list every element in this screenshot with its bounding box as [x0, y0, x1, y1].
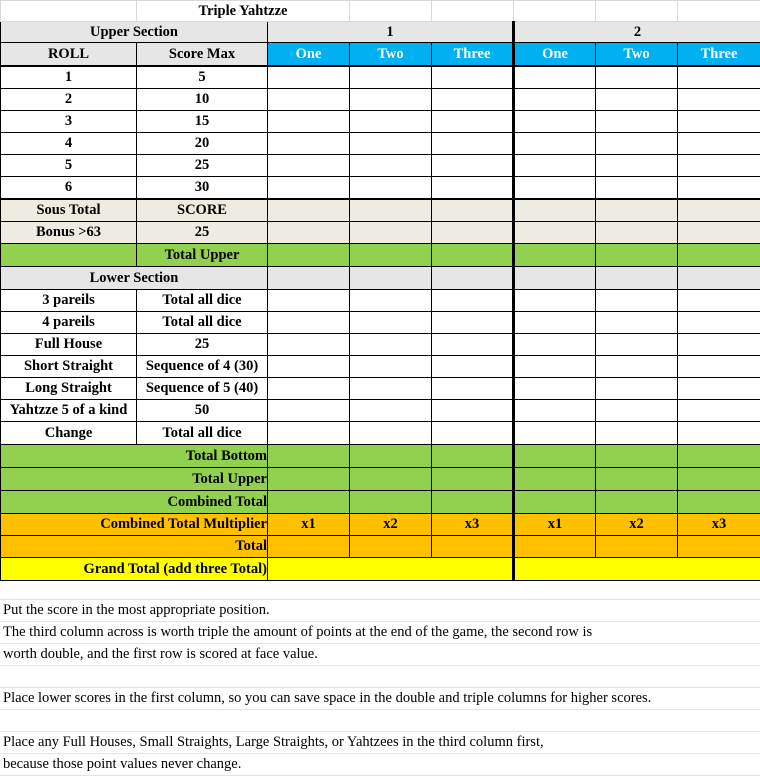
score-cell[interactable] — [268, 133, 350, 155]
total-bottom-cell[interactable] — [268, 445, 350, 468]
score-cell[interactable] — [596, 356, 678, 378]
total-cell[interactable] — [514, 536, 596, 558]
multiplier-x1: x1 — [514, 514, 596, 536]
score-cell[interactable] — [596, 66, 678, 89]
score-cell[interactable] — [514, 422, 596, 445]
score-max-value: 10 — [137, 89, 268, 111]
note-line: Place lower scores in the first column, so you can save space in the double and triple columns for higher scores. — [0, 688, 760, 710]
score-cell[interactable] — [268, 290, 350, 312]
roll-column-header: ROLL — [1, 43, 137, 67]
lower-row-value: Total all dice — [137, 312, 268, 334]
column-header-one: One — [268, 43, 350, 67]
score-max-value: 5 — [137, 66, 268, 89]
sous-total-cell[interactable] — [678, 199, 760, 222]
score-cell[interactable] — [678, 422, 760, 445]
total-cell[interactable] — [350, 536, 432, 558]
score-cell[interactable] — [514, 334, 596, 356]
lower-row-value: Sequence of 4 (30) — [137, 356, 268, 378]
score-cell[interactable] — [678, 312, 760, 334]
score-cell[interactable] — [432, 133, 514, 155]
column-header-two: Two — [350, 43, 432, 67]
note-line — [0, 666, 760, 688]
total-bottom-cell[interactable] — [350, 445, 432, 468]
score-cell[interactable] — [678, 334, 760, 356]
score-cell[interactable] — [678, 155, 760, 177]
sous-total-cell[interactable] — [350, 199, 432, 222]
lower-row-label: 3 pareils — [1, 290, 137, 312]
total-upper-cell[interactable] — [268, 244, 350, 267]
section-cell[interactable] — [514, 267, 596, 290]
score-cell[interactable] — [514, 66, 596, 89]
combined-total-cell[interactable] — [432, 491, 514, 514]
score-cell[interactable] — [432, 290, 514, 312]
note-line: because those point values never change. — [0, 754, 760, 776]
total-upper-cell[interactable] — [514, 468, 596, 491]
column-header-three: Three — [432, 43, 514, 67]
score-cell[interactable] — [350, 312, 432, 334]
empty-cell[interactable] — [678, 1, 760, 22]
bonus-cell[interactable] — [350, 222, 432, 244]
total-bottom-label: Total Bottom — [1, 445, 268, 468]
column-header-one: One — [514, 43, 596, 67]
section-cell[interactable] — [678, 267, 760, 290]
empty-cell[interactable] — [350, 1, 432, 22]
score-cell[interactable] — [514, 177, 596, 200]
combined-total-cell[interactable] — [268, 491, 350, 514]
score-cell[interactable] — [596, 155, 678, 177]
multiplier-x3: x3 — [432, 514, 514, 536]
combined-total-cell[interactable] — [514, 491, 596, 514]
bonus-value: 25 — [137, 222, 268, 244]
score-cell[interactable] — [268, 378, 350, 400]
total-upper-cell[interactable] — [350, 244, 432, 267]
note-line: Place any Full Houses, Small Straights, Large Straights, or Yahtzees in the third column first, — [0, 732, 760, 754]
score-max-value: 25 — [137, 155, 268, 177]
total-cell[interactable] — [596, 536, 678, 558]
total-bottom-cell[interactable] — [432, 445, 514, 468]
sous-total-cell[interactable] — [596, 199, 678, 222]
score-cell[interactable] — [432, 400, 514, 422]
lower-section-header: Lower Section — [1, 267, 268, 290]
score-cell[interactable] — [596, 133, 678, 155]
bonus-cell[interactable] — [514, 222, 596, 244]
sheet-title: Triple Yahtzze — [137, 1, 350, 22]
score-cell[interactable] — [268, 334, 350, 356]
instructions-notes — [0, 578, 760, 776]
bonus-cell[interactable] — [432, 222, 514, 244]
lower-row-value: Total all dice — [137, 422, 268, 445]
lower-row-label: Short Straight — [1, 356, 137, 378]
section-cell[interactable] — [432, 267, 514, 290]
score-cell[interactable] — [678, 89, 760, 111]
score-cell[interactable] — [350, 290, 432, 312]
score-cell[interactable] — [596, 177, 678, 200]
roll-label: 1 — [1, 66, 137, 89]
sous-total-cell[interactable] — [514, 199, 596, 222]
score-cell[interactable] — [350, 89, 432, 111]
score-cell[interactable] — [514, 290, 596, 312]
score-cell[interactable] — [596, 89, 678, 111]
column-header-two: Two — [596, 43, 678, 67]
title-spacer-cell[interactable] — [1, 1, 137, 22]
total-label: Total — [1, 536, 268, 558]
total-upper-cell[interactable] — [350, 468, 432, 491]
score-cell[interactable] — [514, 111, 596, 133]
score-cell[interactable] — [596, 378, 678, 400]
empty-cell[interactable] — [596, 1, 678, 22]
combined-total-cell[interactable] — [350, 491, 432, 514]
combined-total-cell[interactable] — [596, 491, 678, 514]
multiplier-label: Combined Total Multiplier — [1, 514, 268, 536]
bonus-cell[interactable] — [678, 222, 760, 244]
group-2-header: 2 — [514, 22, 760, 43]
total-cell[interactable] — [432, 536, 514, 558]
combined-total-label: Combined Total — [1, 491, 268, 514]
score-cell[interactable] — [432, 155, 514, 177]
roll-label: 2 — [1, 89, 137, 111]
score-max-value: 20 — [137, 133, 268, 155]
bonus-cell[interactable] — [596, 222, 678, 244]
score-max-value: 15 — [137, 111, 268, 133]
score-cell[interactable] — [350, 356, 432, 378]
multiplier-x2: x2 — [350, 514, 432, 536]
total-upper-cell[interactable] — [596, 468, 678, 491]
sous-total-label: Sous Total — [1, 199, 137, 222]
sous-total-cell[interactable] — [268, 199, 350, 222]
lower-row-label: Change — [1, 422, 137, 445]
score-cell[interactable] — [350, 400, 432, 422]
score-cell[interactable] — [268, 66, 350, 89]
score-cell[interactable] — [432, 111, 514, 133]
lower-row-value: 50 — [137, 400, 268, 422]
score-cell[interactable] — [432, 334, 514, 356]
score-cell[interactable] — [268, 312, 350, 334]
lower-row-label: 4 pareils — [1, 312, 137, 334]
score-cell[interactable] — [678, 400, 760, 422]
score-max-value: 30 — [137, 177, 268, 200]
score-cell[interactable] — [596, 111, 678, 133]
score-cell[interactable] — [350, 111, 432, 133]
note-line — [0, 578, 760, 600]
score-cell[interactable] — [432, 422, 514, 445]
score-cell[interactable] — [596, 312, 678, 334]
score-cell[interactable] — [596, 334, 678, 356]
score-cell[interactable] — [678, 378, 760, 400]
lower-row-value: Sequence of 5 (40) — [137, 378, 268, 400]
score-cell[interactable] — [514, 155, 596, 177]
score-cell[interactable] — [350, 334, 432, 356]
score-cell[interactable] — [678, 290, 760, 312]
score-label: SCORE — [137, 199, 268, 222]
score-cell[interactable] — [596, 422, 678, 445]
group-1-header: 1 — [268, 22, 514, 43]
score-cell[interactable] — [268, 155, 350, 177]
grand-total-label: Grand Total (add three Total) — [1, 558, 268, 581]
score-cell[interactable] — [268, 177, 350, 200]
score-cell[interactable] — [596, 290, 678, 312]
total-upper-repeat-label: Total Upper — [1, 468, 268, 491]
score-cell[interactable] — [350, 378, 432, 400]
total-bottom-cell[interactable] — [514, 445, 596, 468]
score-cell[interactable] — [678, 356, 760, 378]
sous-total-cell[interactable] — [432, 199, 514, 222]
total-bottom-cell[interactable] — [596, 445, 678, 468]
score-cell[interactable] — [514, 89, 596, 111]
roll-label: 5 — [1, 155, 137, 177]
lower-row-value: 25 — [137, 334, 268, 356]
combined-total-cell[interactable] — [678, 491, 760, 514]
note-line: worth double, and the first row is scored at face value. — [0, 644, 760, 666]
bonus-cell[interactable] — [268, 222, 350, 244]
total-upper-cell[interactable] — [432, 468, 514, 491]
roll-label: 6 — [1, 177, 137, 200]
multiplier-x3: x3 — [678, 514, 760, 536]
score-cell[interactable] — [514, 312, 596, 334]
score-cell[interactable] — [432, 177, 514, 200]
total-upper-cell[interactable] — [268, 468, 350, 491]
total-upper-cell[interactable] — [432, 244, 514, 267]
total-upper-cell[interactable] — [678, 244, 760, 267]
score-cell[interactable] — [432, 356, 514, 378]
multiplier-x1: x1 — [268, 514, 350, 536]
score-cell[interactable] — [514, 356, 596, 378]
score-cell[interactable] — [268, 400, 350, 422]
score-cell[interactable] — [432, 66, 514, 89]
score-cell[interactable] — [350, 155, 432, 177]
score-cell[interactable] — [678, 177, 760, 200]
lower-row-label: Long Straight — [1, 378, 137, 400]
section-cell[interactable] — [596, 267, 678, 290]
score-cell[interactable] — [678, 133, 760, 155]
note-line: The third column across is worth triple the amount of points at the end of the game, the second row is — [0, 622, 760, 644]
score-cell[interactable] — [678, 66, 760, 89]
lower-row-label: Full House — [1, 334, 137, 356]
score-cell[interactable] — [432, 89, 514, 111]
score-cell[interactable] — [350, 177, 432, 200]
score-cell[interactable] — [268, 111, 350, 133]
lower-row-label: Yahtzze 5 of a kind — [1, 400, 137, 422]
roll-label: 4 — [1, 133, 137, 155]
score-cell[interactable] — [432, 312, 514, 334]
score-cell[interactable] — [268, 89, 350, 111]
score-cell[interactable] — [514, 400, 596, 422]
total-upper-cell[interactable] — [514, 244, 596, 267]
total-upper-cell[interactable] — [678, 468, 760, 491]
score-cell[interactable] — [268, 422, 350, 445]
note-line — [0, 710, 760, 732]
total-upper-cell[interactable] — [596, 244, 678, 267]
score-cell[interactable] — [350, 422, 432, 445]
score-cell[interactable] — [268, 356, 350, 378]
score-cell[interactable] — [350, 66, 432, 89]
score-cell[interactable] — [432, 378, 514, 400]
bonus-label: Bonus >63 — [1, 222, 137, 244]
total-cell[interactable] — [268, 536, 350, 558]
column-header-three: Three — [678, 43, 760, 67]
score-cell[interactable] — [350, 133, 432, 155]
upper-section-header: Upper Section — [1, 22, 268, 43]
score-max-column-header: Score Max — [137, 43, 268, 67]
score-cell[interactable] — [596, 400, 678, 422]
note-line: Put the score in the most appropriate position. — [0, 600, 760, 622]
roll-label: 3 — [1, 111, 137, 133]
score-cell[interactable] — [678, 111, 760, 133]
multiplier-x2: x2 — [596, 514, 678, 536]
score-cell[interactable] — [514, 133, 596, 155]
total-bottom-cell[interactable] — [678, 445, 760, 468]
section-cell[interactable] — [350, 267, 432, 290]
total-upper-spacer — [1, 244, 137, 267]
total-cell[interactable] — [678, 536, 760, 558]
score-cell[interactable] — [514, 378, 596, 400]
total-upper-label: Total Upper — [137, 244, 268, 267]
empty-cell[interactable] — [514, 1, 596, 22]
section-cell[interactable] — [268, 267, 350, 290]
empty-cell[interactable] — [432, 1, 514, 22]
lower-row-value: Total all dice — [137, 290, 268, 312]
